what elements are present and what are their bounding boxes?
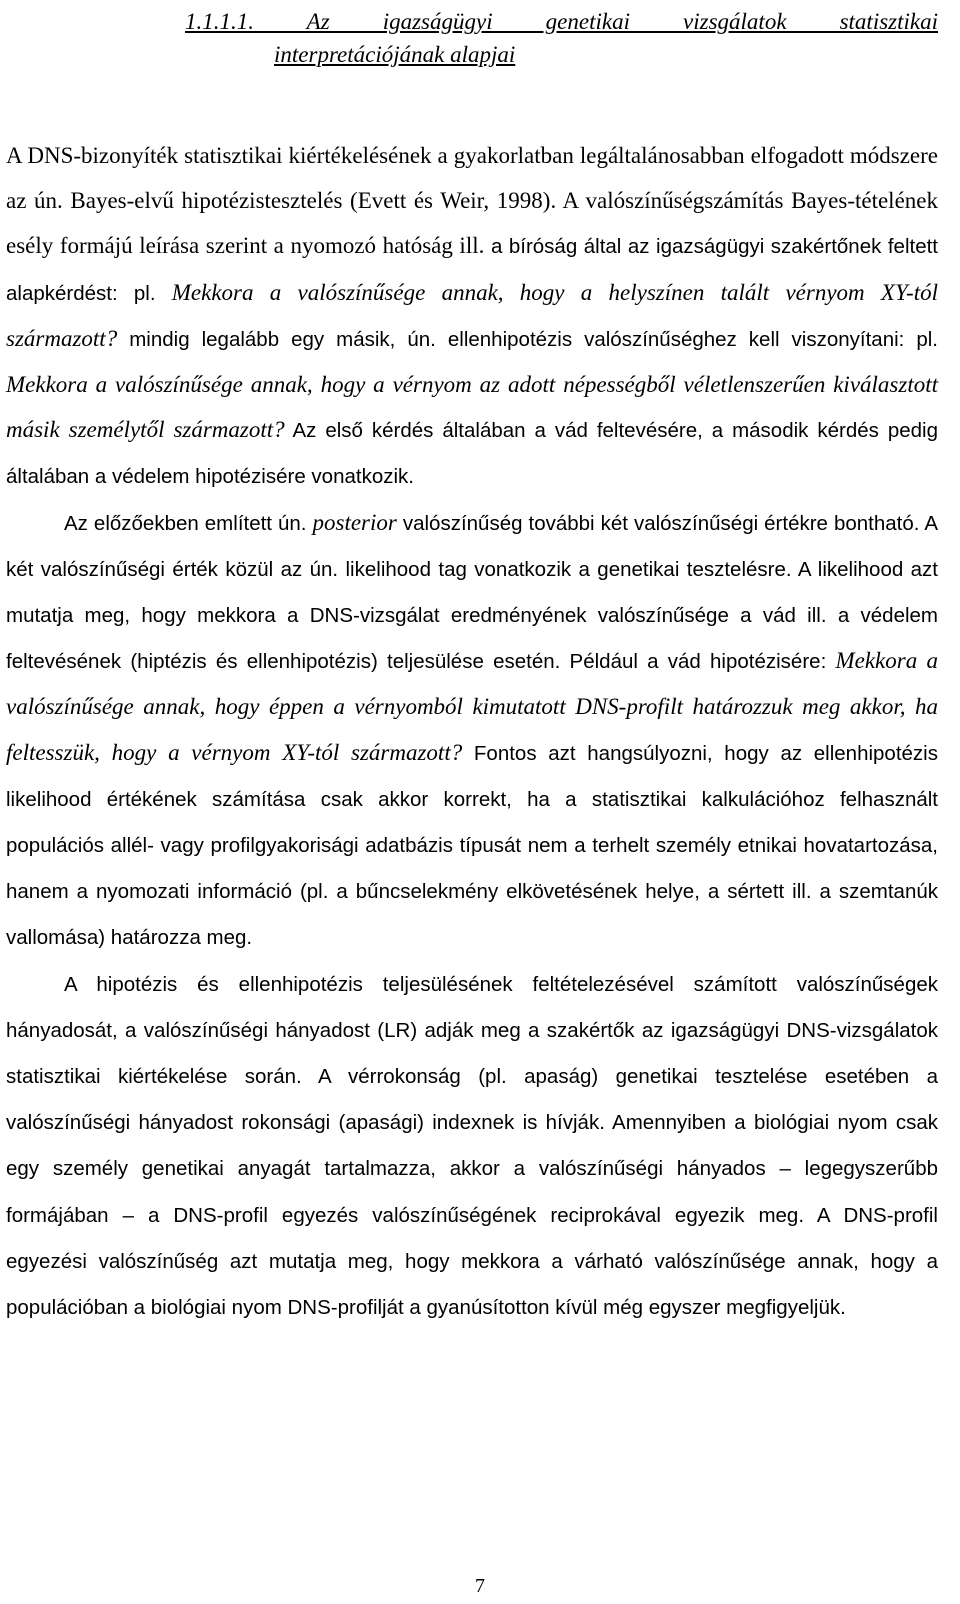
page-number: 7 bbox=[475, 1575, 485, 1597]
paragraph-1-text-1: A DNS-bizonyíték statisztikai kiértékelésének a gyakorlatban legáltalánosabban elfogadott módszere az ún. Bayes-elvű hipotézistesztelés (Evett és Weir, 1998). A valószínűségszámítás Bayes-tételének esély formájú leírása szerint a nyomozó hatóság ill. bbox=[6, 143, 938, 259]
body-text bbox=[6, 133, 938, 1330]
paragraph-2-text-2: valószínűség további két valószínűségi értékre bontható. A két valószínűségi érték közül az ún. likelihood tag vonatkozik a genetikai tesztelésre. A likelihood azt mutatja meg, hogy mekkora a DNS-vizsgálat eredményének valószínűsége a vád ill. a védelem feltevésének (hiptézis és ellenhipotézis) teljesülése esetén. Például a vád hipotézisére: bbox=[6, 511, 938, 674]
paragraph-1-question-1: Mekkora a valószínűsége annak, hogy a helyszínen talált vérnyom XY-tól származott? bbox=[6, 279, 938, 351]
paragraph-2-text-1: Az előzőekben említett ún. bbox=[64, 511, 313, 535]
paragraph-1-question-2: Mekkora a valószínűsége annak, hogy a vérnyom az adott népességből véletlenszerűen kiválasztott másik személytől származott? bbox=[6, 372, 938, 443]
paragraph-3 bbox=[6, 961, 938, 1331]
paragraph-3-text: A hipotézis és ellenhipotézis teljesülésének feltételezésével számított valószínűségek hányadosát, a valószínűségi hányadost (LR) adják meg a szakértők az igazságügyi DNS-vizsgálatok statisztikai kiértékelése során. A vérrokonság (pl. apaság) genetikai tesztelése esetében a valószínűségi hányadost rokonsági (apasági) indexnek is hívják. Amennyiben a biológiai nyom csak egy személy genetikai anyagát tartalmazza, akkor a valószínűségi hányados – legegyszerűbb formájában – a DNS-profil egyezés valószínűségének reciprokával egyezik meg. A DNS-profil egyezési valószínűség azt mutatja meg, hogy mekkora a várható valószínűsége annak, hogy a populációban a biológiai nyom DNS-profilját a gyanúsítotton kívül még egyszer megfigyeljük. bbox=[6, 972, 938, 1320]
paragraph-1 bbox=[6, 133, 938, 500]
paragraph-2-text-3: Fontos azt hangsúlyozni, hogy az ellenhipotézis likelihood értékének számítása csak akkor korrekt, ha a statisztikai kalkulációhoz felhasznált populációs allél- vagy profilgyakorisági adatbázis típusát nem a terhelt személy etnikai hovatartozása, hanem a nyomozati információ (pl. a bűncselekmény elkövetésének helye, a sértett ill. a szemtanúk vallomása) határozza meg. bbox=[6, 741, 938, 950]
paragraph-1-text-2: a bíróság által az igazságügyi szakértőnek feltett alapkérdést: pl. bbox=[6, 235, 938, 305]
section-heading-line-2: interpretációjának alapjai bbox=[274, 42, 516, 67]
paragraph-2-term-posterior: posterior bbox=[312, 509, 397, 535]
paragraph-1-text-4: Az első kérdés általában a vád feltevésére, a második kérdés pedig általában a védelem hipotézisére vonatkozik. bbox=[6, 419, 938, 489]
paragraph-2 bbox=[6, 500, 938, 961]
section-heading-line-1: 1.1.1.1. Az igazságügyi genetikai vizsgálatok statisztikai bbox=[185, 9, 938, 34]
paragraph-1-text-3: mindig legalább egy másik, ún. ellenhipotézis valószínűséghez kell viszonyítani: pl. bbox=[117, 327, 938, 351]
paragraph-2-question: Mekkora a valószínűsége annak, hogy éppen a vérnyomból kimutatott DNS-profilt határozzuk meg akkor, ha feltesszük, hogy a vérnyom XY-tól származott? bbox=[6, 648, 938, 765]
